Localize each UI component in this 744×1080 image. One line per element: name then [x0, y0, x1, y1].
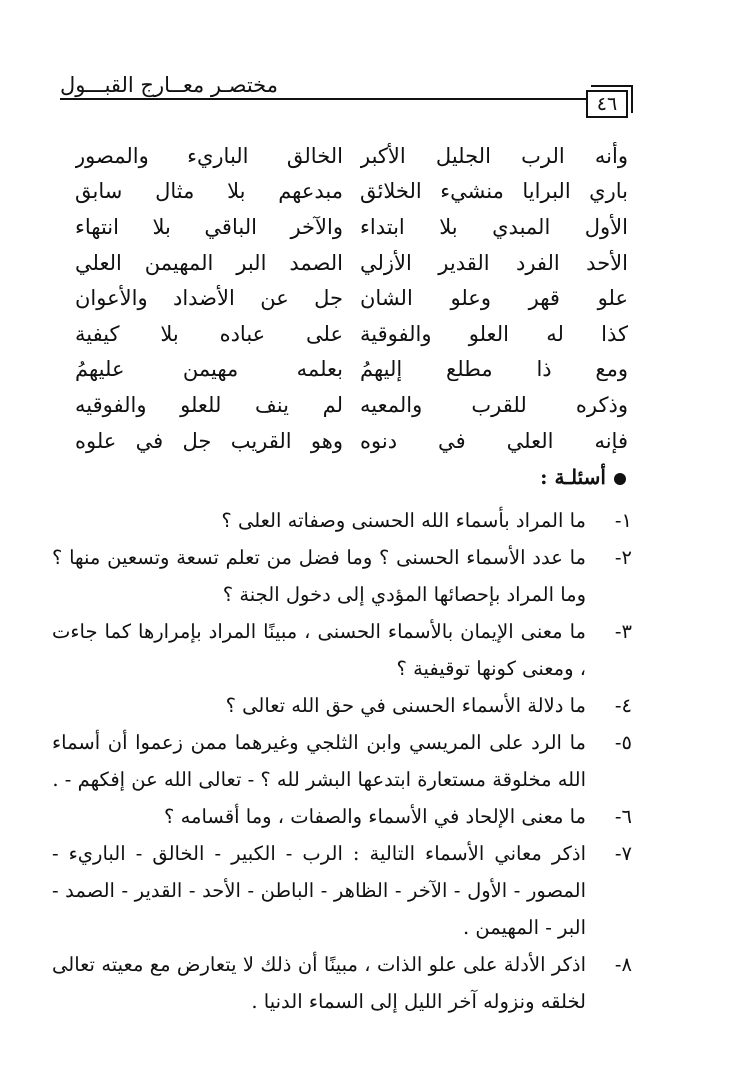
question-number: ٣-: [614, 620, 632, 643]
verse-first-hemistich: علو قهر وعلو الشان: [360, 286, 628, 311]
verse-second-hemistich: الصمد البر المهيمن العلي: [75, 250, 343, 275]
question-item: [52, 687, 632, 724]
question-number: ٧-: [614, 842, 632, 865]
bullet-icon: [614, 473, 626, 485]
questions-list: [52, 502, 632, 1020]
verse-second-hemistich: على عباده بلا كيفية: [75, 321, 343, 346]
poem-verse: [75, 174, 628, 210]
questions-heading-text: أسئلـة :: [540, 465, 606, 489]
poem-verse: [75, 280, 628, 316]
verse-second-hemistich: والآخر الباقي بلا انتهاء: [75, 214, 343, 239]
poem-verse: [75, 387, 628, 423]
verse-first-hemistich: ومع ذا مطلع إليهمُ: [360, 357, 628, 382]
question-number: ٥-: [614, 731, 632, 754]
question-text: ما معنى الإلحاد في الأسماء والصفات ، وما أقسامه ؟: [164, 805, 586, 828]
question-number: ٢-: [614, 546, 632, 569]
question-text: ما المراد بأسماء الله الحسنى وصفاته العلى ؟: [221, 509, 586, 532]
poem-verse: [75, 245, 628, 281]
question-item: [52, 539, 632, 613]
verse-second-hemistich: جل عن الأضداد والأعوان: [75, 286, 343, 311]
verse-first-hemistich: كذا له العلو والفوقية: [360, 321, 628, 346]
verse-first-hemistich: وذكره للقرب والمعيه: [360, 392, 628, 417]
question-item: [52, 798, 632, 835]
questions-heading: [540, 462, 626, 492]
question-text: اذكر معاني الأسماء التالية : الرب - الكبير - الخالق - الباريء - المصور - الأول - الآخر - الظاهر - الباطن - الأحد - القدير - الصمد - البر - المهيمن .: [52, 842, 586, 939]
question-text: اذكر الأدلة على علو الذات ، مبينًا أن ذلك لا يتعارض مع معيته تعالى لخلقه ونزوله آخر الليل إلى السماء الدنيا .: [52, 953, 586, 1013]
question-item: [52, 613, 632, 687]
verse-second-hemistich: لم ينف للعلو والفوقيه: [75, 392, 343, 417]
question-number: ٤-: [614, 694, 632, 717]
question-item: [52, 724, 632, 798]
poem-verse: [75, 209, 628, 245]
verse-first-hemistich: الأول المبدي بلا ابتداء: [360, 214, 628, 239]
question-number: ٦-: [614, 805, 632, 828]
verse-second-hemistich: الخالق الباريء والمصور: [75, 143, 343, 168]
verse-first-hemistich: فإنه العلي في دنوه: [360, 428, 628, 453]
poem-verse: [75, 316, 628, 352]
verse-first-hemistich: وأنه الرب الجليل الأكبر: [360, 143, 628, 168]
poem-verse: [75, 423, 628, 459]
question-text: ما عدد الأسماء الحسنى ؟ وما فضل من تعلم تسعة وتسعين منها ؟ وما المراد بإحصائها المؤدي إلى دخول الجنة ؟: [52, 546, 586, 606]
question-text: ما دلالة الأسماء الحسنى في حق الله تعالى ؟: [225, 694, 586, 717]
page-number: ٤٦: [586, 90, 628, 118]
poem: [75, 138, 628, 458]
question-item: [52, 946, 632, 1020]
question-text: ما الرد على المريسي وابن الثلجي وغيرهما ممن زعموا أن أسماء الله مخلوقة مستعارة ابتدعها البشر لله ؟ - تعالى الله عن إفكهم - .: [52, 731, 586, 791]
verse-first-hemistich: باري البرايا منشيء الخلائق: [360, 179, 628, 204]
poem-verse: [75, 352, 628, 388]
book-title: مختصـر معــارج القبـــول: [60, 73, 278, 97]
running-header: [60, 66, 626, 100]
question-text: ما معنى الإيمان بالأسماء الحسنى ، مبينًا المراد بإمرارها كما جاءت ، ومعنى كونها توقيفية ؟: [52, 620, 586, 680]
question-item: [52, 502, 632, 539]
verse-second-hemistich: وهو القريب جل في علوه: [75, 428, 343, 453]
header-rule: [60, 98, 626, 100]
verse-first-hemistich: الأحد الفرد القدير الأزلي: [360, 250, 628, 275]
verse-second-hemistich: مبدعهم بلا مثال سابق: [75, 179, 343, 204]
question-number: ١-: [614, 509, 632, 532]
question-number: ٨-: [614, 953, 632, 976]
question-item: [52, 835, 632, 946]
verse-second-hemistich: بعلمه مهيمن عليهمُ: [75, 357, 343, 382]
poem-verse: [75, 138, 628, 174]
